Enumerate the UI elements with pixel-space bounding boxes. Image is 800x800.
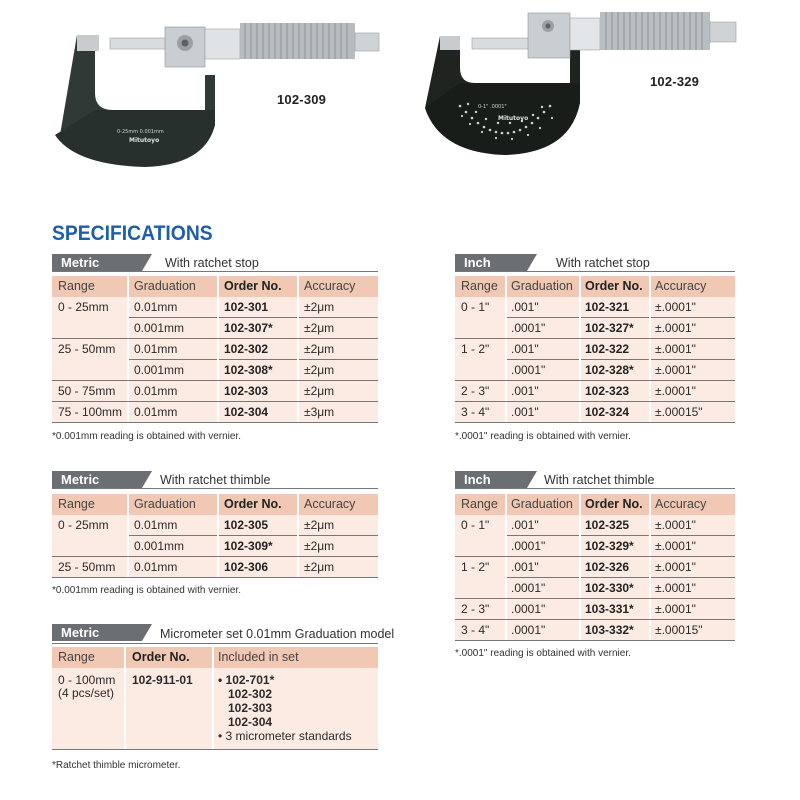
header-order-no: Order No.	[585, 497, 643, 511]
cell-order-no: 103-332*	[585, 623, 634, 637]
cell-order-no: 102-323	[585, 384, 630, 398]
cell-graduation: .0001"	[511, 321, 546, 335]
cell-accuracy: ±.0001"	[655, 581, 696, 595]
header-order-no: Order No.	[224, 279, 282, 293]
table-subtitle: With ratchet stop	[165, 256, 259, 270]
table-row	[52, 339, 378, 360]
divider	[52, 643, 378, 644]
cell-graduation: 0.01mm	[134, 560, 178, 574]
cell-order-no: 102-325	[585, 518, 630, 532]
cell-order-no: 102-307*	[224, 321, 273, 335]
cell-order-no: 102-305	[224, 518, 269, 532]
cell-range: 0 - 1"	[461, 518, 490, 532]
cell-order-no: 102-303	[224, 384, 269, 398]
cell-graduation: .0001"	[511, 602, 546, 616]
table-subtitle: With ratchet thimble	[544, 473, 655, 487]
table-header-row	[52, 647, 378, 668]
cell-graduation: .001"	[511, 384, 539, 398]
cell-range: 2 - 3"	[461, 602, 490, 616]
table-note: *0.001mm reading is obtained with vernier.	[52, 585, 241, 596]
metric-tag: Metric	[52, 471, 142, 488]
cell-accuracy: ±.0001"	[655, 384, 696, 398]
cell-order-no: 102-328*	[585, 363, 634, 377]
cell-range: 3 - 4"	[461, 405, 490, 419]
header-graduation: Graduation	[134, 279, 196, 293]
header-graduation: Graduation	[511, 497, 573, 511]
cell-order-no: 103-331*	[585, 602, 634, 616]
table-row	[455, 557, 735, 578]
cell-order-no: 102-304	[224, 405, 269, 419]
cell-order-no: 102-329*	[585, 539, 634, 553]
cell-order-no: 102-324	[585, 405, 630, 419]
set-range: 0 - 100mm	[58, 673, 116, 687]
set-item: 102-303	[228, 701, 273, 715]
table-row	[455, 578, 735, 599]
header-accuracy: Accuracy	[655, 279, 707, 293]
cell-graduation: .0001"	[511, 539, 546, 553]
cell-range: 3 - 4"	[461, 623, 490, 637]
cell-order-no: 102-306	[224, 560, 269, 574]
cell-graduation: .001"	[511, 300, 539, 314]
divider	[52, 488, 378, 489]
table-row	[455, 297, 735, 318]
cell-graduation: 0.01mm	[134, 405, 178, 419]
table-subtitle: Micrometer set 0.01mm Graduation model	[160, 627, 395, 641]
table-row	[455, 620, 735, 641]
metric-tag: Metric	[52, 254, 142, 271]
header-accuracy: Accuracy	[304, 279, 356, 293]
table-row	[52, 381, 378, 402]
cell-accuracy: ±.00015"	[655, 405, 703, 419]
table-header-row	[52, 494, 378, 515]
set-order-no: 102-911-01	[132, 673, 193, 687]
cell-graduation: .001"	[511, 518, 539, 532]
cell-range: 75 - 100mm	[58, 405, 123, 419]
table-row	[455, 599, 735, 620]
set-item: • 102-701*	[218, 673, 275, 687]
table-row	[455, 515, 735, 536]
cell-accuracy: ±.0001"	[655, 518, 696, 532]
set-item: 102-302	[228, 687, 273, 701]
table-subtitle: With ratchet stop	[556, 256, 650, 270]
cell-range: 50 - 75mm	[58, 384, 116, 398]
table-header-row	[52, 276, 378, 297]
header-range: Range	[58, 650, 95, 664]
table-row	[52, 360, 378, 381]
cell-accuracy: ±.0001"	[655, 321, 696, 335]
cell-graduation: 0.01mm	[134, 342, 178, 356]
set-row	[52, 668, 378, 750]
cell-accuracy: ±2μm	[304, 518, 335, 532]
cell-graduation: 0.001mm	[134, 363, 185, 377]
table-header-row	[455, 276, 735, 297]
header-graduation: Graduation	[511, 279, 573, 293]
model-label-right: 102-329	[650, 74, 700, 89]
header-range: Range	[461, 279, 498, 293]
cell-order-no: 102-326	[585, 560, 630, 574]
cell-range: 1 - 2"	[461, 342, 490, 356]
table-note: *Ratchet thimble micrometer.	[52, 760, 181, 771]
cell-accuracy: ±2μm	[304, 539, 335, 553]
cell-order-no: 102-309*	[224, 539, 273, 553]
table-subtitle: With ratchet thimble	[160, 473, 271, 487]
header-order-no: Order No.	[224, 497, 282, 511]
table-note: *0.001mm reading is obtained with vernier.	[52, 431, 241, 442]
cell-accuracy: ±2μm	[304, 342, 335, 356]
cell-accuracy: ±2μm	[304, 384, 335, 398]
header-graduation: Graduation	[134, 497, 196, 511]
model-label-left: 102-309	[277, 92, 327, 107]
cell-accuracy: ±.0001"	[655, 300, 696, 314]
header-range: Range	[58, 279, 95, 293]
header-accuracy: Accuracy	[304, 497, 356, 511]
cell-range: 25 - 50mm	[58, 342, 116, 356]
cell-graduation: .001"	[511, 342, 539, 356]
cell-accuracy: ±.0001"	[655, 539, 696, 553]
cell-accuracy: ±.00015"	[655, 623, 703, 637]
header-accuracy: Accuracy	[655, 497, 707, 511]
cell-graduation: .0001"	[511, 581, 546, 595]
divider	[455, 488, 735, 489]
table-row	[52, 297, 378, 318]
cell-order-no: 102-330*	[585, 581, 634, 595]
frame-marking-right: 0-1" .0001"	[478, 104, 507, 110]
micrometer-102-329-image	[420, 8, 750, 158]
cell-range: 0 - 25mm	[58, 518, 109, 532]
inch-tag: Inch	[455, 254, 527, 271]
cell-graduation: .0001"	[511, 623, 546, 637]
brand-logo-left: Mitutoyo	[129, 137, 160, 144]
cell-range: 25 - 50mm	[58, 560, 116, 574]
table-header-row	[455, 494, 735, 515]
cell-graduation: 0.001mm	[134, 539, 185, 553]
table-row	[455, 318, 735, 339]
cell-accuracy: ±.0001"	[655, 363, 696, 377]
header-included: Included in set	[218, 650, 299, 664]
metric-tag: Metric	[52, 624, 142, 641]
cell-accuracy: ±.0001"	[655, 342, 696, 356]
cell-order-no: 102-301	[224, 300, 269, 314]
cell-accuracy: ±.0001"	[655, 602, 696, 616]
header-range: Range	[58, 497, 95, 511]
set-item: • 3 micrometer standards	[218, 729, 352, 743]
cell-graduation: 0.001mm	[134, 321, 185, 335]
divider	[52, 271, 378, 272]
cell-accuracy: ±2μm	[304, 363, 335, 377]
micrometer-102-309-image	[55, 15, 385, 175]
table-row	[52, 318, 378, 339]
cell-accuracy: ±2μm	[304, 300, 335, 314]
cell-graduation: 0.01mm	[134, 518, 178, 532]
table-row	[52, 402, 378, 423]
table-row	[52, 515, 378, 536]
table-row	[455, 402, 735, 423]
cell-order-no: 102-302	[224, 342, 269, 356]
cell-accuracy: ±.0001"	[655, 560, 696, 574]
divider	[455, 271, 735, 272]
cell-order-no: 102-308*	[224, 363, 273, 377]
header-order-no: Order No.	[585, 279, 643, 293]
brand-logo-right: Mitutoyo	[498, 115, 529, 122]
cell-graduation: 0.01mm	[134, 300, 178, 314]
cell-range: 0 - 25mm	[58, 300, 109, 314]
cell-graduation: .001"	[511, 560, 539, 574]
cell-accuracy: ±3μm	[304, 405, 335, 419]
cell-graduation: .001"	[511, 405, 539, 419]
cell-range: 2 - 3"	[461, 384, 490, 398]
header-order-no: Order No.	[132, 650, 190, 664]
cell-order-no: 102-322	[585, 342, 630, 356]
cell-order-no: 102-321	[585, 300, 630, 314]
specifications-title: SPECIFICATIONS	[52, 222, 213, 245]
set-item: 102-304	[228, 715, 273, 729]
cell-accuracy: ±2μm	[304, 321, 335, 335]
table-row	[52, 536, 378, 557]
table-note: *.0001" reading is obtained with vernier.	[455, 431, 631, 442]
cell-accuracy: ±2μm	[304, 560, 335, 574]
table-row	[52, 557, 378, 578]
table-row	[455, 536, 735, 557]
table-note: *.0001" reading is obtained with vernier.	[455, 648, 631, 659]
cell-range: 0 - 1"	[461, 300, 490, 314]
set-range-sub: (4 pcs/set)	[58, 686, 115, 700]
table-row	[455, 339, 735, 360]
inch-tag: Inch	[455, 471, 527, 488]
table-row	[455, 381, 735, 402]
frame-marking-left: 0-25mm 0.001mm	[117, 129, 164, 135]
cell-graduation: 0.01mm	[134, 384, 178, 398]
cell-order-no: 102-327*	[585, 321, 634, 335]
cell-graduation: .0001"	[511, 363, 546, 377]
table-row	[455, 360, 735, 381]
header-range: Range	[461, 497, 498, 511]
cell-range: 1 - 2"	[461, 560, 490, 574]
